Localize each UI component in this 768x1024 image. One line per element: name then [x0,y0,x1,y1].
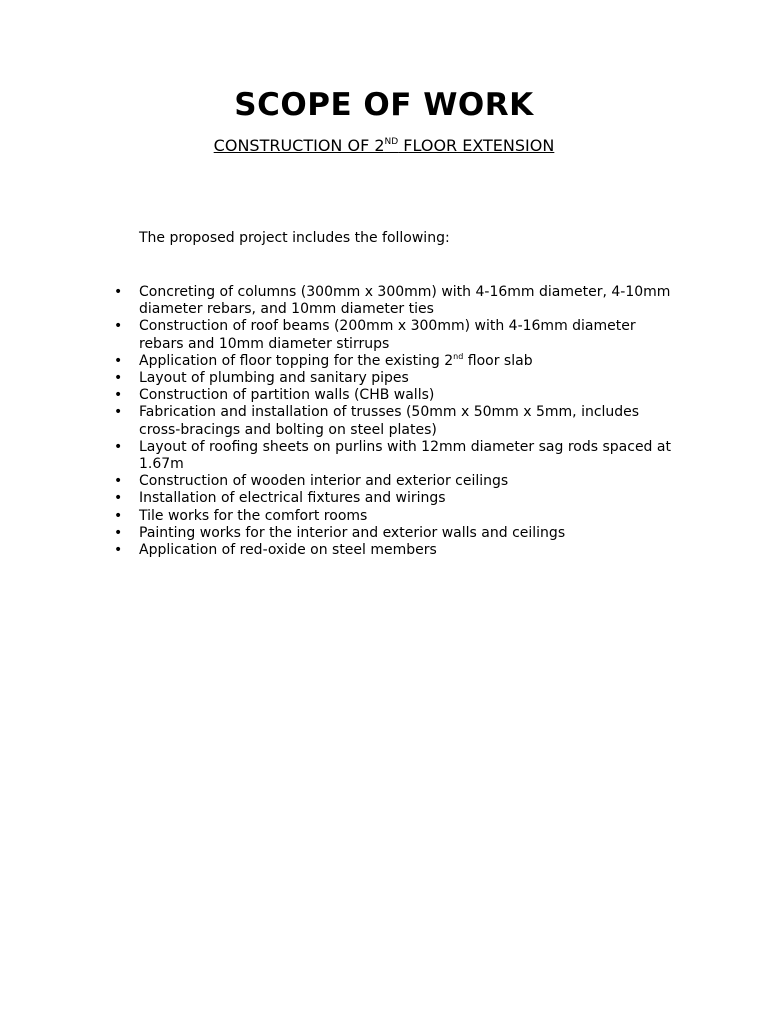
bullet-icon: • [114,404,123,421]
subtitle-post: FLOOR EXTENSION [398,136,555,155]
list-item [112,525,672,542]
list-item-text: Layout of plumbing and sanitary pipes [139,370,409,387]
list-item [112,542,672,559]
list-item [112,353,672,370]
list-item [112,387,672,404]
bullet-icon: • [114,507,123,524]
bullet-icon: • [114,352,123,369]
list-item-text: Tile works for the comfort rooms [139,507,368,524]
bullet-icon: • [114,370,123,387]
intro-paragraph: The proposed project includes the following: [139,230,450,246]
subtitle-text [214,136,555,155]
subtitle-superscript: ND [384,137,399,147]
list-item-text-pre: Application of floor topping for the existing 2 [139,352,454,369]
document-title: SCOPE OF WORK [234,87,534,123]
bullet-icon: • [114,438,123,455]
list-item [112,370,672,387]
bullet-icon: • [114,387,123,404]
list-item-text: Construction of wooden interior and exterior ceilings [139,473,509,490]
scope-item-list [112,284,672,559]
list-item-superscript: nd [453,351,464,361]
list-item-text: Installation of electrical fixtures and wirings [139,490,446,507]
bullet-icon: • [114,542,123,559]
bullet-icon: • [114,284,123,300]
list-item-text: Concreting of columns (300mm x 300mm) with 4-16mm diameter, 4-10mm diameter rebars, and 10mm diameter ties [139,284,671,318]
list-item [112,284,672,318]
list-item-text: Construction of roof beams (200mm x 300mm) with 4-16mm diameter rebars and 10mm diameter stirrups [139,318,636,352]
list-item [112,439,672,473]
bullet-icon: • [114,318,123,335]
list-item-text: Construction of partition walls (CHB walls) [139,387,435,404]
list-item [112,508,672,525]
list-item [112,490,672,507]
document-subtitle [0,136,768,156]
subtitle-pre: CONSTRUCTION OF 2 [213,136,385,155]
list-item-text: Application of red-oxide on steel members [139,542,437,559]
bullet-icon: • [114,524,123,541]
list-item [112,473,672,490]
bullet-icon: • [114,490,123,507]
list-item-text: Painting works for the interior and exterior walls and ceilings [139,524,566,541]
list-item-text-post: floor slab [463,352,533,369]
list-item [112,404,672,438]
list-item-text: Layout of roofing sheets on purlins with 12mm diameter sag rods spaced at 1.67m [139,438,671,473]
bullet-icon: • [114,473,123,490]
list-item [112,318,672,352]
list-item-text: Fabrication and installation of trusses (50mm x 50mm x 5mm, includes cross-bracings and bolting on steel plates) [139,404,640,438]
